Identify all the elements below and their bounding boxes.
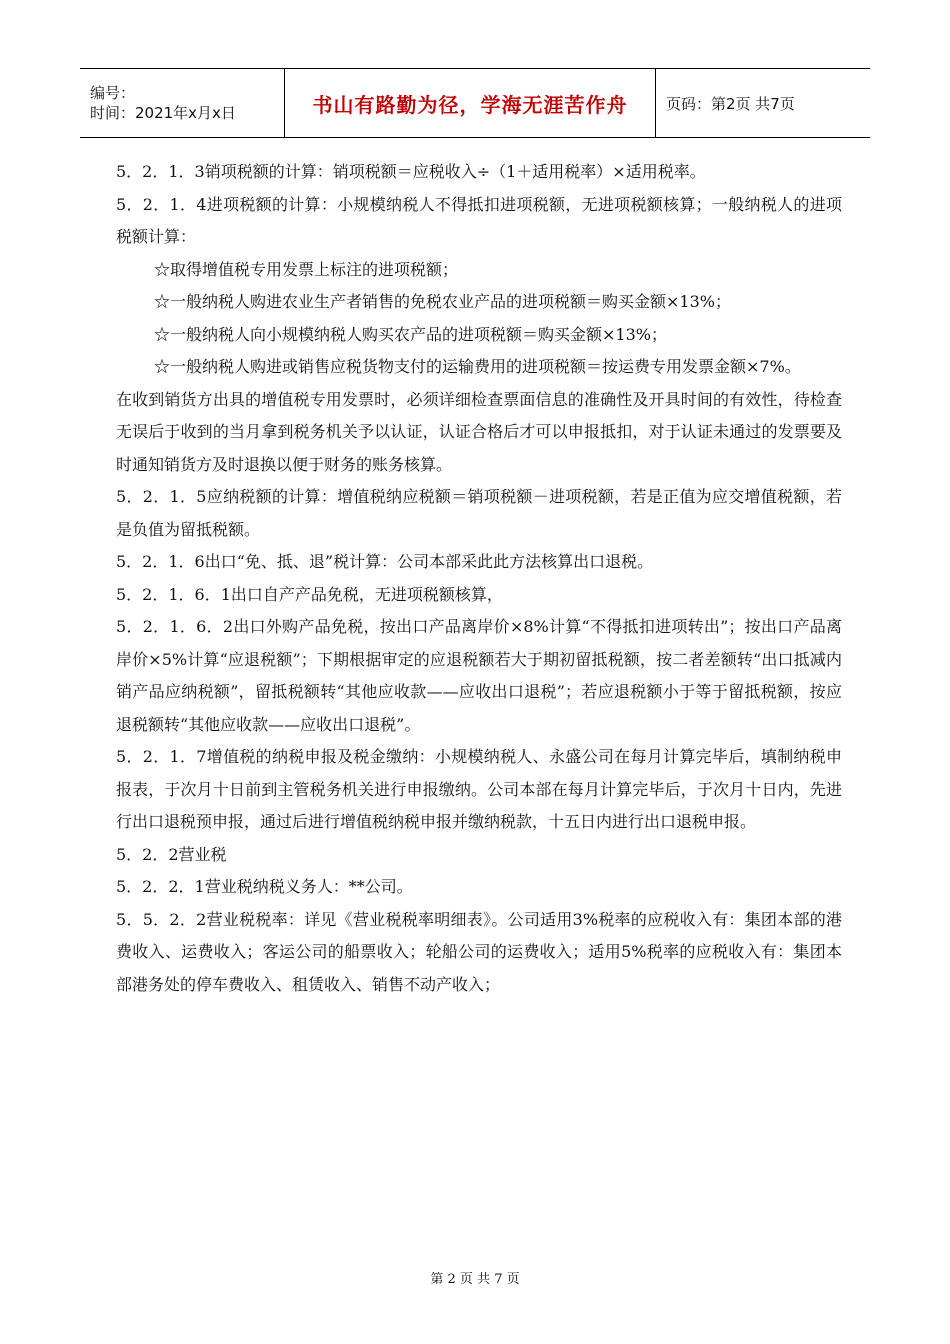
header-page-cell bbox=[656, 69, 870, 137]
header-page-label: 页码：第2页 共7页 bbox=[666, 94, 795, 113]
paragraph: 5．2．1．5应纳税额的计算：增值税纳应税额＝销项税额－进项税额，若是正值为应交增值税额，若是负值为留抵税额。 bbox=[116, 487, 842, 539]
paragraph: 5．2．1．6．2出口外购产品免税，按出口产品离岸价×8%计算“不得抵扣进项转出”；按出口产品离岸价×5%计算“应退税额”；下期根据审定的应退税额若大于期初留抵税额，按二者差额转“出口抵减内销产品应纳税额”，留抵税额转“其他应收款——应收出口退税”；若应退税额小于等于留抵税额，按应退税额转“其他应收款——应收出口退税”。 bbox=[116, 617, 842, 734]
paragraph: 5．2．2．1营业税纳税义务人：**公司。 bbox=[116, 877, 413, 896]
page-footer bbox=[0, 1268, 950, 1287]
footer-page-number: 第 2 页 共 7 页 bbox=[430, 1272, 520, 1287]
paragraph: ☆一般纳税人购进农业生产者销售的免税农业产品的进项税额＝购买金额×13%； bbox=[154, 292, 731, 311]
paragraph: ☆一般纳税人向小规模纳税人购买农产品的进项税额＝购买金额×13%； bbox=[154, 324, 667, 344]
date-label: 时间：2021年x月x日 bbox=[90, 104, 236, 122]
paragraph: ☆一般纳税人购进或销售应税货物支付的运输费用的进项税额＝按运费专用发票金额×7%。 bbox=[154, 357, 801, 376]
paragraph: 5．2．1．3销项税额的计算：销项税额＝应税收入÷（1＋适用税率）×适用税率。 bbox=[116, 162, 706, 181]
header-meta bbox=[80, 69, 284, 137]
paragraph: ☆取得增值税专用发票上标注的进项税额； bbox=[154, 259, 459, 279]
document-body bbox=[116, 156, 842, 1001]
paragraph: 5．2．1．6．1出口自产产品免税，无进项税额核算， bbox=[116, 584, 503, 604]
page-header bbox=[80, 68, 870, 138]
header-motto-cell bbox=[284, 69, 656, 137]
paragraph: 5．2．1．4进项税额的计算：小规模纳税人不得抵扣进项税额，无进项税额核算；一般纳税人的进项税额计算： bbox=[116, 194, 842, 246]
paragraph: 5．2．2营业税 bbox=[116, 844, 227, 864]
header-motto: 书山有路勤为径，学海无涯苦作舟 bbox=[312, 92, 628, 117]
serial-label: 编号： bbox=[90, 84, 136, 102]
paragraph: 在收到销货方出具的增值税专用发票时，必须详细检查票面信息的准确性及开具时间的有效性，待检查无误后于收到的当月拿到税务机关予以认证，认证合格后才可以申报抵扣，对于认证未通过的发票要及时通知销货方及时退换以便于财务的账务核算。 bbox=[116, 389, 842, 474]
paragraph: 5．5．2．2营业税税率：详见《营业税税率明细表》。公司适用3%税率的应税收入有：集团本部的港费收入、运费收入；客运公司的船票收入；轮船公司的运费收入；适用5%税率的应税收入有：集团本部港务处的停车费收入、租赁收入、销售不动产收入； bbox=[116, 909, 842, 994]
paragraph: 5．2．1．7增值税的纳税申报及税金缴纳：小规模纳税人、永盛公司在每月计算完毕后，填制纳税申报表，于次月十日前到主管税务机关进行申报缴纳。公司本部在每月计算完毕后，于次月十日内，先进行出口退税预申报，通过后进行增值税纳税申报并缴纳税款，十五日内进行出口退税申报。 bbox=[116, 747, 842, 831]
paragraph: 5．2．1．6出口“免、抵、退”税计算：公司本部采此此方法核算出口退税。 bbox=[116, 552, 654, 571]
